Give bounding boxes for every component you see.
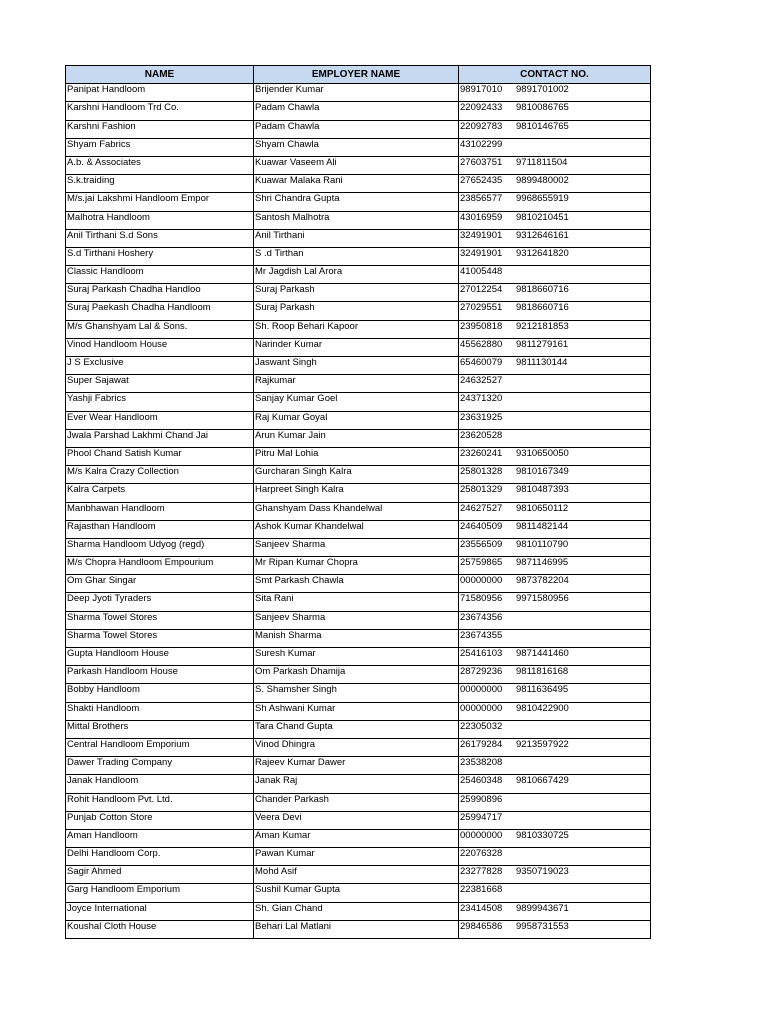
landline-number: 27012254 xyxy=(460,284,503,296)
contact-cell xyxy=(459,502,651,520)
table-row xyxy=(66,648,651,666)
company-name-cell: M/s Ghanshyam Lal & Sons. xyxy=(66,320,254,338)
employer-name-cell: Aman Kumar xyxy=(254,829,459,847)
landline-number: 71580956 xyxy=(460,593,503,605)
contact-cell xyxy=(459,338,651,356)
mobile-number: 9212181853 xyxy=(516,320,569,332)
table-row xyxy=(66,320,651,338)
company-name-cell: Phool Chand Satish Kumar xyxy=(66,447,254,465)
landline-number: 22381668 xyxy=(460,884,503,896)
table-row xyxy=(66,102,651,120)
table-row xyxy=(66,393,651,411)
company-name-cell: Sagir Ahmed xyxy=(66,866,254,884)
company-name-cell: Garg Handloom Emporium xyxy=(66,884,254,902)
company-name-cell: Janak Handloom xyxy=(66,775,254,793)
landline-number: 26179284 xyxy=(460,738,503,750)
employer-name-cell: Rajeev Kumar Dawer xyxy=(254,757,459,775)
contact-cell xyxy=(459,720,651,738)
table-row xyxy=(66,557,651,575)
mobile-number: 9818660716 xyxy=(516,284,569,296)
mobile-number: 9810110790 xyxy=(516,538,569,550)
employer-name-cell: Harpreet Singh Kalra xyxy=(254,484,459,502)
contact-cell xyxy=(459,211,651,229)
company-name-cell: Yashji Fabrics xyxy=(66,393,254,411)
landline-number: 25759865 xyxy=(460,557,503,569)
employer-name-cell: Ghanshyam Dass Khandelwal xyxy=(254,502,459,520)
company-name-cell: Rohit Handloom Pvt. Ltd. xyxy=(66,793,254,811)
landline-number: 00000000 xyxy=(460,829,503,841)
company-name-cell: Sharma Handloom Udyog (regd) xyxy=(66,538,254,556)
employer-name-cell: Veera Devi xyxy=(254,811,459,829)
table-body xyxy=(66,84,651,939)
landline-number: 24627527 xyxy=(460,502,503,514)
contact-cell xyxy=(459,193,651,211)
contact-cell xyxy=(459,102,651,120)
employer-name-cell: Behari Lal Matlani xyxy=(254,920,459,938)
company-name-cell: Deep Jyoti Tyraders xyxy=(66,593,254,611)
contact-cell xyxy=(459,466,651,484)
company-name-cell: Punjab Cotton Store xyxy=(66,811,254,829)
employer-name-cell: Sh Ashwani Kumar xyxy=(254,702,459,720)
landline-number: 27652435 xyxy=(460,175,503,187)
contact-cell xyxy=(459,484,651,502)
table-row xyxy=(66,757,651,775)
company-name-cell: A.b. & Associates xyxy=(66,156,254,174)
table-row xyxy=(66,338,651,356)
contacts-table xyxy=(65,65,651,939)
employer-name-cell: Mohd Asif xyxy=(254,866,459,884)
company-name-cell: Vinod Handloom House xyxy=(66,338,254,356)
table-row xyxy=(66,484,651,502)
employer-name-cell: Santosh Malhotra xyxy=(254,211,459,229)
contact-cell xyxy=(459,811,651,829)
table-row xyxy=(66,902,651,920)
mobile-number: 9810487393 xyxy=(516,484,569,496)
employer-name-cell: Shri Chandra Gupta xyxy=(254,193,459,211)
company-name-cell: Sharma Towel Stores xyxy=(66,611,254,629)
table-row xyxy=(66,811,651,829)
landline-number: 25994717 xyxy=(460,811,503,823)
employer-name-cell: S .d Tirthan xyxy=(254,247,459,265)
table-row xyxy=(66,684,651,702)
employer-name-cell: Sanjay Kumar Goel xyxy=(254,393,459,411)
landline-number: 27029551 xyxy=(460,302,503,314)
mobile-number: 9871441460 xyxy=(516,648,569,659)
employer-name-cell: Vinod Dhingra xyxy=(254,738,459,756)
header-contact-no: CONTACT NO. xyxy=(459,66,651,84)
employer-name-cell: Chander Parkash xyxy=(254,793,459,811)
landline-number: 23414508 xyxy=(460,902,503,914)
table-row xyxy=(66,866,651,884)
table-row xyxy=(66,84,651,102)
company-name-cell: Aman Handloom xyxy=(66,829,254,847)
company-name-cell: Ever Wear Handloom xyxy=(66,411,254,429)
mobile-number: 9810086765 xyxy=(516,102,569,114)
landline-number: 24371320 xyxy=(460,393,503,405)
landline-number: 22305032 xyxy=(460,720,503,732)
company-name-cell: S.k.traiding xyxy=(66,175,254,193)
table-row xyxy=(66,920,651,938)
landline-number: 22092433 xyxy=(460,102,503,114)
table-row xyxy=(66,611,651,629)
mobile-number: 9213597922 xyxy=(516,738,569,750)
company-name-cell: Parkash Handloom House xyxy=(66,666,254,684)
company-name-cell: Dawer Trading Company xyxy=(66,757,254,775)
company-name-cell: Shakti Handloom xyxy=(66,702,254,720)
employer-name-cell: Mr Jagdish Lal Arora xyxy=(254,266,459,284)
landline-number: 25416103 xyxy=(460,648,503,659)
landline-number: 22076328 xyxy=(460,848,503,860)
table-row xyxy=(66,193,651,211)
mobile-number: 9810422900 xyxy=(516,702,569,714)
contact-cell xyxy=(459,775,651,793)
contact-cell xyxy=(459,120,651,138)
table-row xyxy=(66,411,651,429)
table-row xyxy=(66,466,651,484)
landline-number: 29846586 xyxy=(460,920,503,932)
table-row xyxy=(66,829,651,847)
company-name-cell: M/s Chopra Handloom Empourium xyxy=(66,557,254,575)
landline-number: 25801329 xyxy=(460,484,503,496)
table-row xyxy=(66,375,651,393)
mobile-number: 9810667429 xyxy=(516,775,569,787)
mobile-number: 9310650050 xyxy=(516,447,569,459)
landline-number: 00000000 xyxy=(460,684,503,696)
table-row xyxy=(66,429,651,447)
landline-number: 32491901 xyxy=(460,247,503,259)
landline-number: 32491901 xyxy=(460,229,503,241)
table-row xyxy=(66,302,651,320)
employer-name-cell: Janak Raj xyxy=(254,775,459,793)
company-name-cell: Koushal Cloth House xyxy=(66,920,254,938)
contact-cell xyxy=(459,320,651,338)
contact-cell xyxy=(459,902,651,920)
company-name-cell: Central Handloom Emporium xyxy=(66,738,254,756)
contact-cell xyxy=(459,229,651,247)
contact-cell xyxy=(459,247,651,265)
company-name-cell: Manbhawan Handloom xyxy=(66,502,254,520)
contact-cell xyxy=(459,648,651,666)
landline-number: 27603751 xyxy=(460,156,503,168)
mobile-number: 9971580956 xyxy=(516,593,569,605)
contact-cell xyxy=(459,375,651,393)
company-name-cell: Sharma Towel Stores xyxy=(66,629,254,647)
contact-cell xyxy=(459,684,651,702)
table-row xyxy=(66,593,651,611)
mobile-number: 9818660716 xyxy=(516,302,569,314)
table-row xyxy=(66,175,651,193)
employer-name-cell: Kuawar Malaka Rani xyxy=(254,175,459,193)
mobile-number: 9958731553 xyxy=(516,920,569,932)
contact-cell xyxy=(459,757,651,775)
company-name-cell: M/s.jai Lakshmi Handloom Empor xyxy=(66,193,254,211)
employer-name-cell: Manish Sharma xyxy=(254,629,459,647)
contact-cell xyxy=(459,284,651,302)
landline-number: 25460348 xyxy=(460,775,503,787)
mobile-number: 9899480002 xyxy=(516,175,569,187)
contact-cell xyxy=(459,702,651,720)
mobile-number: 9810146765 xyxy=(516,120,569,132)
company-name-cell: M/s Kalra Crazy Collection xyxy=(66,466,254,484)
company-name-cell: Karshni Handloom Trd Co. xyxy=(66,102,254,120)
table-row xyxy=(66,247,651,265)
company-name-cell: Anil Tirthani S.d Sons xyxy=(66,229,254,247)
mobile-number: 9810650112 xyxy=(516,502,569,514)
contact-cell xyxy=(459,829,651,847)
landline-number: 23674355 xyxy=(460,629,503,641)
employer-name-cell: Rajkumar xyxy=(254,375,459,393)
table-row xyxy=(66,575,651,593)
company-name-cell: Bobby Handloom xyxy=(66,684,254,702)
table-row xyxy=(66,120,651,138)
contact-cell xyxy=(459,866,651,884)
employer-name-cell: Suraj Parkash xyxy=(254,302,459,320)
company-name-cell: Panipat Handloom xyxy=(66,84,254,102)
table-row xyxy=(66,884,651,902)
table-row xyxy=(66,720,651,738)
table-row xyxy=(66,848,651,866)
company-name-cell: Gupta Handloom House xyxy=(66,648,254,666)
table-row xyxy=(66,629,651,647)
table-row xyxy=(66,502,651,520)
company-name-cell: S.d Tirthani Hoshery xyxy=(66,247,254,265)
mobile-number: 9810330725 xyxy=(516,829,569,841)
contact-cell xyxy=(459,175,651,193)
header-name: NAME xyxy=(66,66,254,84)
contact-cell xyxy=(459,302,651,320)
landline-number: 25990896 xyxy=(460,793,503,805)
table-row xyxy=(66,284,651,302)
employer-name-cell: Om Parkash Dhamija xyxy=(254,666,459,684)
contact-cell xyxy=(459,575,651,593)
mobile-number: 9711811504 xyxy=(516,156,568,168)
company-name-cell: Karshni Fashion xyxy=(66,120,254,138)
company-name-cell: Malhotra Handloom xyxy=(66,211,254,229)
table-row xyxy=(66,156,651,174)
table-row xyxy=(66,702,651,720)
mobile-number: 9811130144 xyxy=(516,357,568,368)
mobile-number: 9810210451 xyxy=(516,211,569,223)
contact-cell xyxy=(459,447,651,465)
employer-name-cell: Tara Chand Gupta xyxy=(254,720,459,738)
contact-cell xyxy=(459,429,651,447)
employer-name-cell: Anil Tirthani xyxy=(254,229,459,247)
company-name-cell: Jwala Parshad Lakhmi Chand Jai xyxy=(66,429,254,447)
contact-cell xyxy=(459,920,651,938)
company-name-cell: Mittal Brothers xyxy=(66,720,254,738)
company-name-cell: Shyam Fabrics xyxy=(66,138,254,156)
employer-name-cell: Brijender Kumar xyxy=(254,84,459,102)
employer-name-cell: Padam Chawla xyxy=(254,102,459,120)
employer-name-cell: Kuawar Vaseem Ali xyxy=(254,156,459,174)
mobile-number: 9968655919 xyxy=(516,193,569,205)
landline-number: 23631925 xyxy=(460,411,503,423)
employer-name-cell: S. Shamsher Singh xyxy=(254,684,459,702)
company-name-cell: Joyce International xyxy=(66,902,254,920)
contact-cell xyxy=(459,411,651,429)
contact-cell xyxy=(459,393,651,411)
company-name-cell: Rajasthan Handloom xyxy=(66,520,254,538)
company-name-cell: Suraj Parkash Chadha Handloo xyxy=(66,284,254,302)
employer-name-cell: Shyam Chawla xyxy=(254,138,459,156)
employer-name-cell: Ashok Kumar Khandelwal xyxy=(254,520,459,538)
company-name-cell: Suraj Paekash Chadha Handloom xyxy=(66,302,254,320)
employer-name-cell: Suraj Parkash xyxy=(254,284,459,302)
contact-cell xyxy=(459,520,651,538)
landline-number: 23856577 xyxy=(460,193,503,205)
table-row xyxy=(66,793,651,811)
landline-number: 23260241 xyxy=(460,447,503,459)
employer-name-cell: Pawan Kumar xyxy=(254,848,459,866)
company-name-cell: Classic Handloom xyxy=(66,266,254,284)
landline-number: 24632527 xyxy=(460,375,503,387)
header-row xyxy=(66,66,651,84)
mobile-number: 9899943671 xyxy=(516,902,569,914)
contact-cell xyxy=(459,884,651,902)
landline-number: 22092783 xyxy=(460,120,503,132)
employer-name-cell: Jaswant Singh xyxy=(254,357,459,375)
employer-name-cell: Narinder Kumar xyxy=(254,338,459,356)
mobile-number: 9891701002 xyxy=(516,84,569,96)
employer-name-cell: Arun Kumar Jain xyxy=(254,429,459,447)
landline-number: 43102299 xyxy=(460,138,503,150)
contact-cell xyxy=(459,666,651,684)
mobile-number: 9811279161 xyxy=(516,338,569,350)
contact-cell xyxy=(459,156,651,174)
table-row xyxy=(66,138,651,156)
company-name-cell: Super Sajawat xyxy=(66,375,254,393)
mobile-number: 9810167349 xyxy=(516,466,569,478)
landline-number: 98917010 xyxy=(460,84,503,96)
landline-number: 23950818 xyxy=(460,320,503,332)
employer-name-cell: Sh. Gian Chand xyxy=(254,902,459,920)
table-row xyxy=(66,738,651,756)
employer-name-cell: Sanjeev Sharma xyxy=(254,538,459,556)
employer-name-cell: Pitru Mal Lohia xyxy=(254,447,459,465)
landline-number: 25801328 xyxy=(460,466,503,478)
table-row xyxy=(66,666,651,684)
employer-name-cell: Sh. Roop Behari Kapoor xyxy=(254,320,459,338)
landline-number: 28729236 xyxy=(460,666,503,678)
landline-number: 23674356 xyxy=(460,611,503,623)
landline-number: 43016959 xyxy=(460,211,503,223)
table-row xyxy=(66,357,651,375)
employer-name-cell: Raj Kumar Goyal xyxy=(254,411,459,429)
company-name-cell: J S Exclusive xyxy=(66,357,254,375)
landline-number: 23556509 xyxy=(460,538,503,550)
contact-cell xyxy=(459,266,651,284)
landline-number: 23620528 xyxy=(460,429,503,441)
landline-number: 24640509 xyxy=(460,520,503,532)
mobile-number: 9811636495 xyxy=(516,684,569,696)
employer-name-cell: Gurcharan Singh Kalra xyxy=(254,466,459,484)
employer-name-cell: Mr Ripan Kumar Chopra xyxy=(254,557,459,575)
landline-number: 45562880 xyxy=(460,338,503,350)
employer-name-cell: Sita Rani xyxy=(254,593,459,611)
table-row xyxy=(66,229,651,247)
table-row xyxy=(66,447,651,465)
landline-number: 41005448 xyxy=(460,266,503,278)
contact-cell xyxy=(459,84,651,102)
employer-name-cell: Smt Parkash Chawla xyxy=(254,575,459,593)
contact-cell xyxy=(459,629,651,647)
mobile-number: 9873782204 xyxy=(516,575,569,587)
landline-number: 23538208 xyxy=(460,757,503,769)
mobile-number: 9312641820 xyxy=(516,247,569,259)
mobile-number: 9350719023 xyxy=(516,866,569,878)
contact-cell xyxy=(459,138,651,156)
employer-name-cell: Sanjeev Sharma xyxy=(254,611,459,629)
contact-cell xyxy=(459,848,651,866)
company-name-cell: Kalra Carpets xyxy=(66,484,254,502)
company-name-cell: Delhi Handloom Corp. xyxy=(66,848,254,866)
table-row xyxy=(66,211,651,229)
contact-cell xyxy=(459,593,651,611)
table-row xyxy=(66,520,651,538)
landline-number: 23277828 xyxy=(460,866,503,878)
employer-name-cell: Padam Chawla xyxy=(254,120,459,138)
contact-cell xyxy=(459,611,651,629)
contact-cell xyxy=(459,738,651,756)
landline-number: 00000000 xyxy=(460,575,503,587)
table-row xyxy=(66,538,651,556)
contact-cell xyxy=(459,357,651,375)
contact-cell xyxy=(459,793,651,811)
contact-cell xyxy=(459,538,651,556)
landline-number: 00000000 xyxy=(460,702,503,714)
employer-name-cell: Sushil Kumar Gupta xyxy=(254,884,459,902)
mobile-number: 9871146995 xyxy=(516,557,569,569)
table-row xyxy=(66,266,651,284)
company-name-cell: Om Ghar Singar xyxy=(66,575,254,593)
mobile-number: 9811816168 xyxy=(516,666,569,678)
contact-cell xyxy=(459,557,651,575)
mobile-number: 9312646161 xyxy=(516,229,569,241)
landline-number: 65460079 xyxy=(460,357,503,368)
header-employer-name: EMPLOYER NAME xyxy=(254,66,459,84)
employer-name-cell: Suresh Kumar xyxy=(254,648,459,666)
mobile-number: 9811482144 xyxy=(516,520,569,532)
table-row xyxy=(66,775,651,793)
